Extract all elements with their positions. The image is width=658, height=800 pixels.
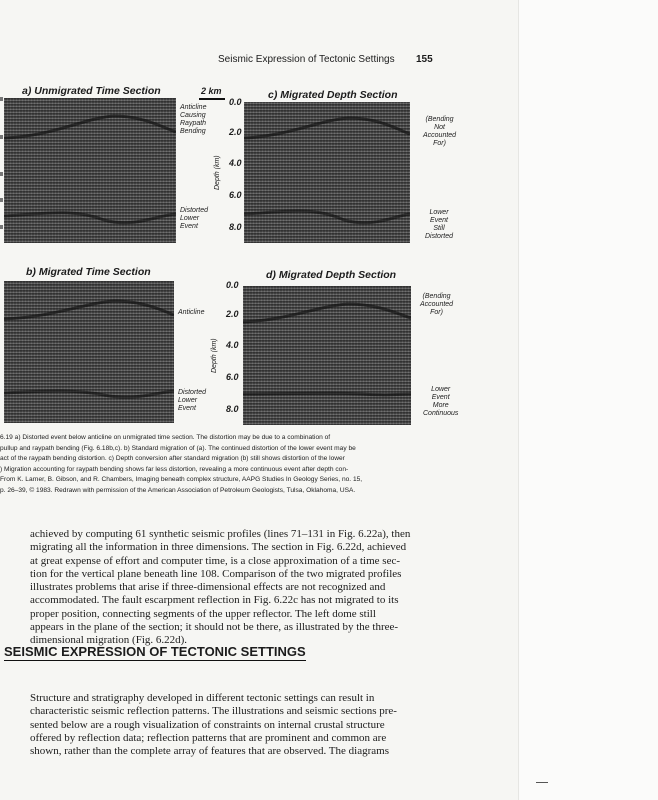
text-line: illustrates problems that arise if three-dimensional effects are not recognized and (30, 581, 386, 594)
caption-line: p. 26–39, © 1983. Redrawn with permission of the American Association of Petroleum Geologists, Tulsa, Oklahoma, USA. (0, 486, 356, 494)
depth-axis-label: Depth (km) (214, 155, 221, 190)
caption-line: ) Migration accounting for raypath bending shows far less distortion, revealing a more continuous event after depth con- (0, 465, 349, 473)
text-line: proper position, connecting segments of the upper reflector. The left dome still (30, 607, 376, 620)
annotation-bending-not-accounted: (Bending Not Accounted For) (423, 116, 457, 147)
body-paragraph (30, 528, 410, 648)
caption-line: pullup and raypath bending (Fig. 6.18b,c). b) Standard migration of (a). The continued distortion of the lower event may be (0, 444, 356, 452)
annotation-anticline: Anticline (178, 309, 205, 316)
annotation-distorted-lower-event: Distorted Lower Event (180, 207, 209, 230)
panel-d-title: d) Migrated Depth Section (266, 269, 397, 281)
text-line: tion for the vertical plane beneath line 108. Comparison of the two migrated profiles (30, 567, 402, 580)
page-mark (536, 782, 548, 783)
text-line: sented below are a rough visualization of constraints on internal crustal structure (30, 718, 385, 731)
depth-tick: 0.0 (226, 280, 239, 290)
edge-mark (0, 198, 3, 202)
scale-bar (199, 98, 225, 100)
annotation-bending-accounted: (Bending Accounted For) (420, 293, 454, 316)
text-line: offered by reflection data; reflection patterns that are prominent and common are (30, 731, 387, 744)
depth-tick: 4.0 (226, 340, 239, 350)
annotation-lower-event-more-continuous: Lower Event More Continuous (423, 386, 459, 417)
text-line: characteristic seismic reflection patterns. The illustrations and seismic sections pre- (30, 705, 397, 718)
depth-tick: 4.0 (229, 158, 242, 168)
annotation-lower-event-still-distorted: Lower Event Still Distorted (425, 209, 454, 240)
edge-mark (0, 172, 3, 176)
depth-tick: 0.0 (229, 97, 242, 107)
text-line: accommodated. The fault escarpment reflection in Fig. 6.22c has not migrated to its (30, 594, 399, 607)
seismic-panel-c (244, 102, 410, 243)
depth-tick: 6.0 (229, 190, 242, 200)
annotation-distorted-lower-event-b: Distorted Lower Event (178, 389, 207, 412)
section-heading: SEISMIC EXPRESSION OF TECTONIC SETTINGS (4, 644, 306, 659)
annotation-anticline-bending: Anticline Causing Raypath Bending (180, 104, 207, 135)
running-title: Seismic Expression of Tectonic Settings (218, 54, 395, 65)
figure-caption (0, 433, 460, 496)
page-number: 155 (416, 54, 433, 65)
depth-tick: 8.0 (229, 222, 242, 232)
scale-label: 2 km (201, 86, 222, 96)
text-line: achieved by computing 61 synthetic seismic profiles (lines 71–131 in Fig. 6.22a), then (30, 528, 411, 540)
panel-c-title: c) Migrated Depth Section (268, 89, 398, 101)
body-paragraph (30, 692, 397, 758)
depth-tick: 8.0 (226, 404, 239, 414)
seismic-panel-d (243, 286, 411, 425)
text-line: at great expense of effort and computer time, is a close approximation of a time sec- (30, 554, 400, 567)
text-line: shown, rather than the complete array of features that are observed. The diagrams (30, 745, 389, 758)
depth-tick: 2.0 (229, 127, 242, 137)
seismic-panel-a (4, 98, 176, 243)
caption-line: act of the raypath bending distortion. c) Depth conversion after standard migration (b) still shows distortion of the lower (0, 455, 345, 462)
depth-tick: 2.0 (226, 309, 239, 319)
caption-line: 6.19 a) Distorted event below anticline on unmigrated time section. The distortion may be due to a combination of (0, 434, 331, 441)
edge-mark (0, 225, 3, 229)
text-line: appears in the plane of the section; it should not be there, as illustrated by the three- (30, 621, 399, 634)
edge-mark (0, 97, 3, 101)
blank-page-margin (518, 0, 658, 800)
text-line: migrating all the information in three dimensions. The section in Fig. 6.22d, achieved (30, 541, 407, 554)
seismic-panel-b (4, 281, 174, 423)
edge-mark (0, 135, 3, 139)
caption-line: From K. Larner, B. Gibson, and R. Chambers, Imaging beneath complex structure, AAPG Studies In Geology Series, no. 15, (0, 476, 363, 483)
text-line: dimensional migration (Fig. 6.22d). (30, 634, 188, 647)
depth-axis-label: Depth (km) (211, 338, 218, 373)
depth-tick: 6.0 (226, 372, 239, 382)
panel-b-title: b) Migrated Time Section (26, 266, 151, 278)
panel-a-title: a) Unmigrated Time Section (22, 85, 161, 97)
text-line: Structure and stratigraphy developed in different tectonic settings can result in (30, 692, 375, 704)
